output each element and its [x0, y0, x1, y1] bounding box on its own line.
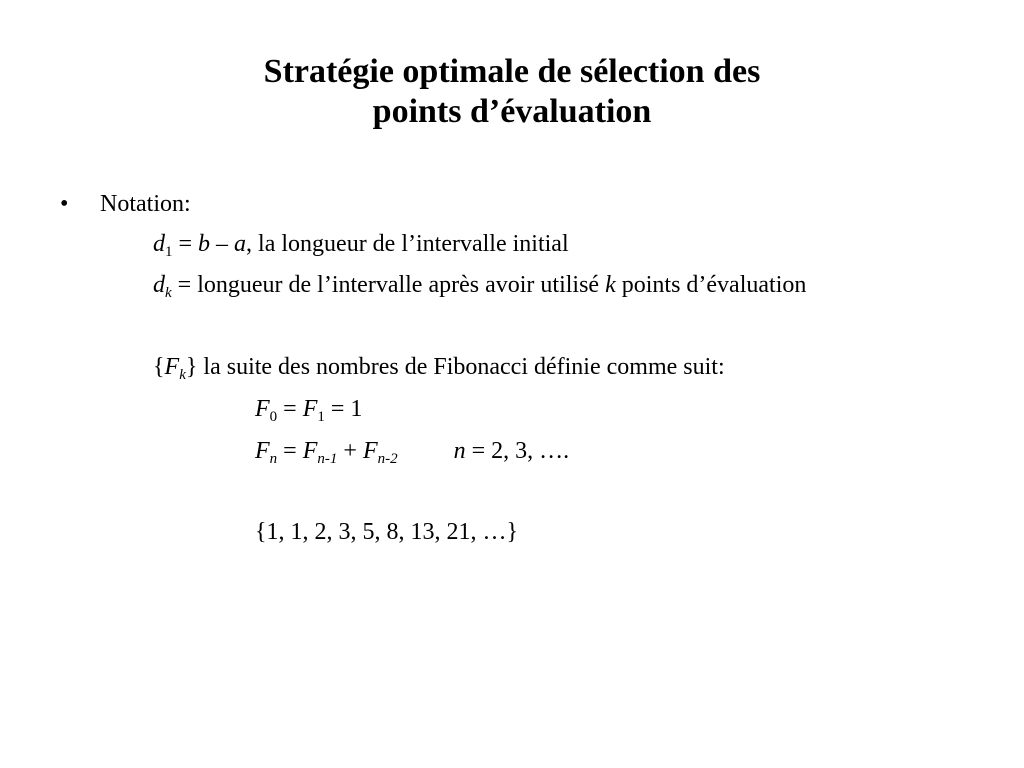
slide-title — [0, 52, 1024, 132]
fibonacci-definition — [153, 353, 725, 384]
n-var: n — [453, 438, 466, 464]
bullet-marker: • — [60, 191, 69, 217]
f1-subscript: 1 — [317, 409, 325, 425]
fib-open-brace: { — [153, 354, 165, 380]
dk-subscript: k — [165, 285, 172, 301]
fibonacci-base-case — [255, 395, 362, 426]
n-range: = 2, 3, …. — [465, 438, 570, 464]
d1-a: a — [234, 231, 247, 257]
d1-minus: – — [210, 231, 235, 257]
rec-plus: + — [337, 438, 363, 464]
d1-equals: = — [172, 231, 199, 257]
fib-var: F — [164, 354, 180, 380]
d1-definition — [153, 230, 569, 261]
title-line-1: Stratégie optimale de sélection des — [263, 53, 761, 90]
fibonacci-recurrence — [255, 437, 569, 468]
f0-subscript: 0 — [269, 409, 278, 425]
fn2-var: F — [362, 438, 378, 464]
d1-text: , la longueur de l’intervalle initial — [246, 231, 569, 257]
rec-equals: = — [277, 438, 303, 464]
fibonacci-sequence: {1, 1, 2, 3, 5, 8, 13, 21, …} — [255, 519, 519, 545]
dk-var: d — [153, 272, 165, 298]
f1-var: F — [302, 396, 318, 422]
fn1-subscript: n-1 — [317, 451, 338, 467]
d1-b: b — [198, 231, 211, 257]
title-line-2: points d’évaluation — [372, 93, 652, 130]
fn2-subscript: n-2 — [377, 451, 398, 467]
fib-subscript: k — [179, 367, 186, 383]
dk-text-after: points d’évaluation — [615, 272, 807, 298]
fib-def-text: la suite des nombres de Fibonacci définie comme suit: — [197, 354, 725, 380]
base-equals-1: = — [277, 396, 303, 422]
dk-text-before: = longueur de l’intervalle après avoir utilisé — [171, 272, 606, 298]
d1-var: d — [153, 231, 165, 257]
d1-subscript: 1 — [165, 244, 173, 260]
dk-k: k — [605, 272, 616, 298]
base-equals-2: = 1 — [324, 396, 363, 422]
fn1-var: F — [302, 438, 318, 464]
fib-close-brace: } — [185, 354, 198, 380]
fn-subscript: n — [269, 451, 278, 467]
notation-label: Notation: — [100, 191, 191, 217]
f0-var: F — [255, 396, 270, 422]
dk-definition — [153, 271, 806, 302]
fn-var: F — [255, 438, 270, 464]
